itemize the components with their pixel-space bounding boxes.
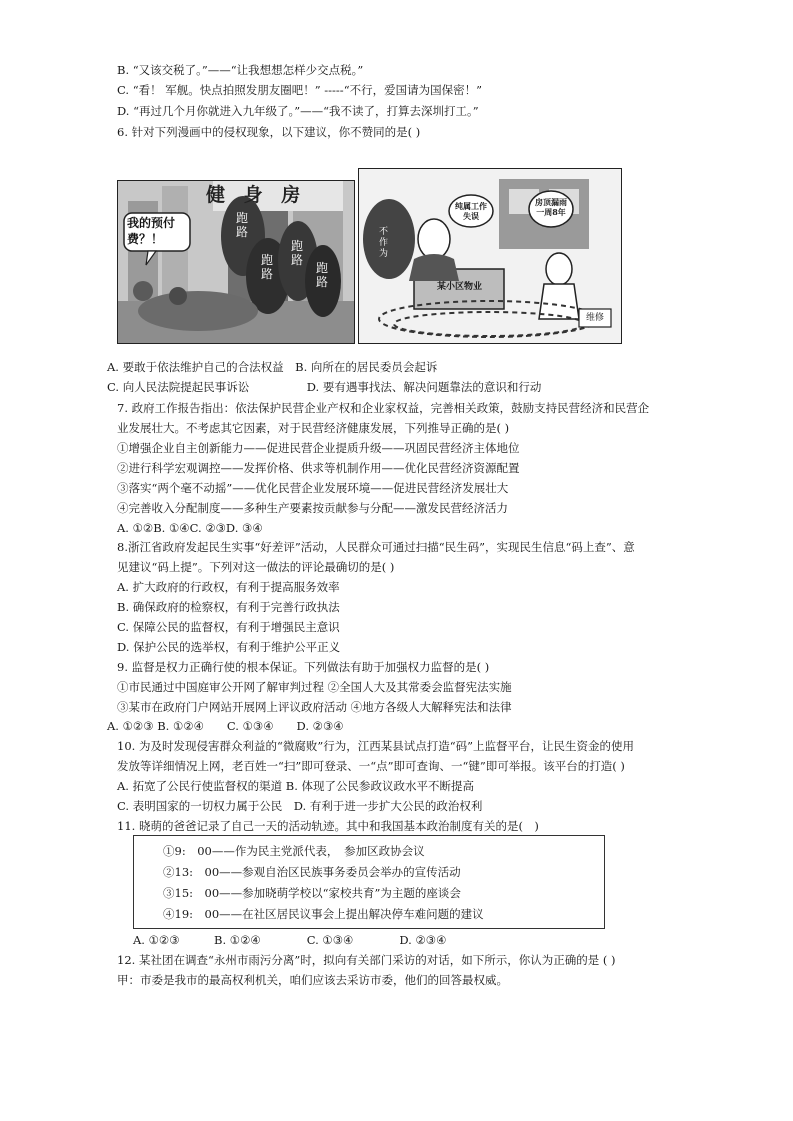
q11-item-3: ③15: 00——参加晓萌学校以“家校共育”为主题的座谈会 [163, 886, 461, 900]
q5-option-d: D. “再过几个月你就进入九年级了。”——“我不读了，打算去深圳打工。” [117, 104, 479, 118]
right-cartoon-image [358, 168, 622, 344]
right-cartoon-drawing [359, 169, 621, 343]
runner-label-3: 跑路 [291, 239, 304, 267]
q10-stem-2: 发放等详细情况上网，老百姓一“扫”即可登录、一“点”即可查询、一“键”即可举报。该平台的打造( ) [117, 759, 625, 773]
bubble-roof-leak: 房顶漏雨一周8年 [535, 197, 567, 217]
q8-stem-1: 8.浙江省政府发起民生实事“好差评”活动，人民群众可通过扫描“民生码”，实现民生信息“码上查”、意 [117, 540, 635, 554]
q7-item-4: ④完善收入分配制度——多种生产要素按贡献参与分配——激发民营经济活力 [117, 501, 508, 515]
runner-label-1: 跑路 [236, 211, 249, 239]
q10-stem-1: 10. 为及时发现侵害群众利益的“微腐败”行为，江西某县试点打造“码”上监督平台，让民生资金的使用 [117, 739, 634, 753]
q7-item-3: ③落实“两个毫不动摇”——优化民营企业发展环境——促进民营经济发展壮大 [117, 481, 509, 495]
q11-item-2: ②13: 00——参观自治区民族事务委员会举办的宣传活动 [163, 865, 461, 879]
q7-item-2: ②进行科学宏观调控——发挥价格、供求等机制作用——优化民营经济资源配置 [117, 461, 520, 475]
left-cartoon-image [117, 180, 355, 344]
q10-options-cd: C. 表明国家的一切权力属于公民 D. 有利于进一步扩大公民的政治权利 [117, 799, 483, 813]
q5-option-c: C. “看！ 军舰。快点拍照发朋友圈吧！” -----“不行，爱国请为国保密！” [117, 83, 482, 97]
q9-options: A. ①②③ B. ①②④ C. ①③④ D. ②③④ [107, 719, 344, 733]
q9-stem: 9. 监督是权力正确行使的根本保证。下列做法有助于加强权力监督的是( ) [117, 660, 490, 674]
q8-option-d: D. 保护公民的选举权，有利于维护公平正义 [117, 640, 341, 654]
q8-stem-2: 见建议“码上提”。下列对这一做法的评论最确切的是( ) [117, 560, 395, 574]
q7-stem-2: 业发展壮大。不考虑其它因素，对于民营经济健康发展，下列推导正确的是( ) [117, 421, 510, 435]
runner-label-2: 跑路 [261, 253, 274, 281]
q12-stem: 12. 某社团在调查“永州市雨污分离”时，拟向有关部门采访的对话，如下所示，你认为正确的是 ( ) [117, 953, 616, 967]
q7-item-1: ①增强企业自主创新能力——促进民营企业提质升级——巩固民营经济主体地位 [117, 441, 520, 455]
q9-items-2: ③某市在政府门户网站开展网上评议政府活动 ④地方各级人大解释宪法和法律 [117, 700, 512, 714]
q6-stem: 6. 针对下列漫画中的侵权现象，以下建议，你不赞同的是( ) [117, 125, 421, 139]
bubble-work-error: 纯属工作失误 [455, 201, 487, 221]
repair-paper-label: 维修 [586, 313, 605, 323]
q8-option-c: C. 保障公民的监督权，有利于增强民主意识 [117, 620, 340, 634]
prepaid-fee-bubble: 我的预付费？！ [127, 216, 176, 246]
q7-stem-1: 7. 政府工作报告指出：依法保护民营企业产权和企业家权益，完善相关政策，鼓励支持民营经济和民营企 [117, 401, 650, 415]
q6-options-ab: A. 要敢于依法维护自己的合法权益 B. 向所在的居民委员会起诉 [107, 360, 438, 374]
q8-option-a: A. 扩大政府的行政权，有利于提高服务效率 [117, 580, 340, 594]
inaction-label: 不作为 [379, 227, 389, 259]
q10-options-ab: A. 拓宽了公民行使监督权的渠道 B. 体现了公民参政议政水平不断提高 [117, 779, 475, 793]
q7-options: A. ①②B. ①④C. ②③D. ③④ [117, 521, 263, 535]
q12-line-2: 甲：市委是我市的最高权利机关，咱们应该去采访市委，他们的回答最权威。 [117, 973, 508, 987]
q8-option-b: B. 确保政府的检察权，有利于完善行政执法 [117, 600, 340, 614]
q11-item-1: ①9: 00——作为民主党派代表， 参加区政协会议 [163, 844, 425, 858]
desk-label-property: 某小区物业 [437, 282, 483, 292]
q11-stem: 11. 晓萌的爸爸记录了自己一天的活动轨迹。其中和我国基本政治制度有关的是( ) [117, 819, 539, 833]
q6-options-cd: C. 向人民法院提起民事诉讼 D. 要有遇事找法、解决问题靠法的意识和行动 [107, 380, 542, 394]
q5-option-b: B. “又该交税了。”——“让我想想怎样少交点税。” [117, 63, 364, 77]
q11-options: A. ①②③ B. ①②④ C. ①③④ D. ②③④ [133, 933, 447, 947]
runner-label-4: 跑路 [316, 261, 329, 289]
q9-items-1: ①市民通过中国庭审公开网了解审判过程 ②全国人大及其常委会监督宪法实施 [117, 680, 512, 694]
gym-sign-text: 健 身 房 [206, 184, 307, 206]
q11-item-4: ④19: 00——在社区居民议事会上提出解决停车难问题的建议 [163, 907, 484, 921]
